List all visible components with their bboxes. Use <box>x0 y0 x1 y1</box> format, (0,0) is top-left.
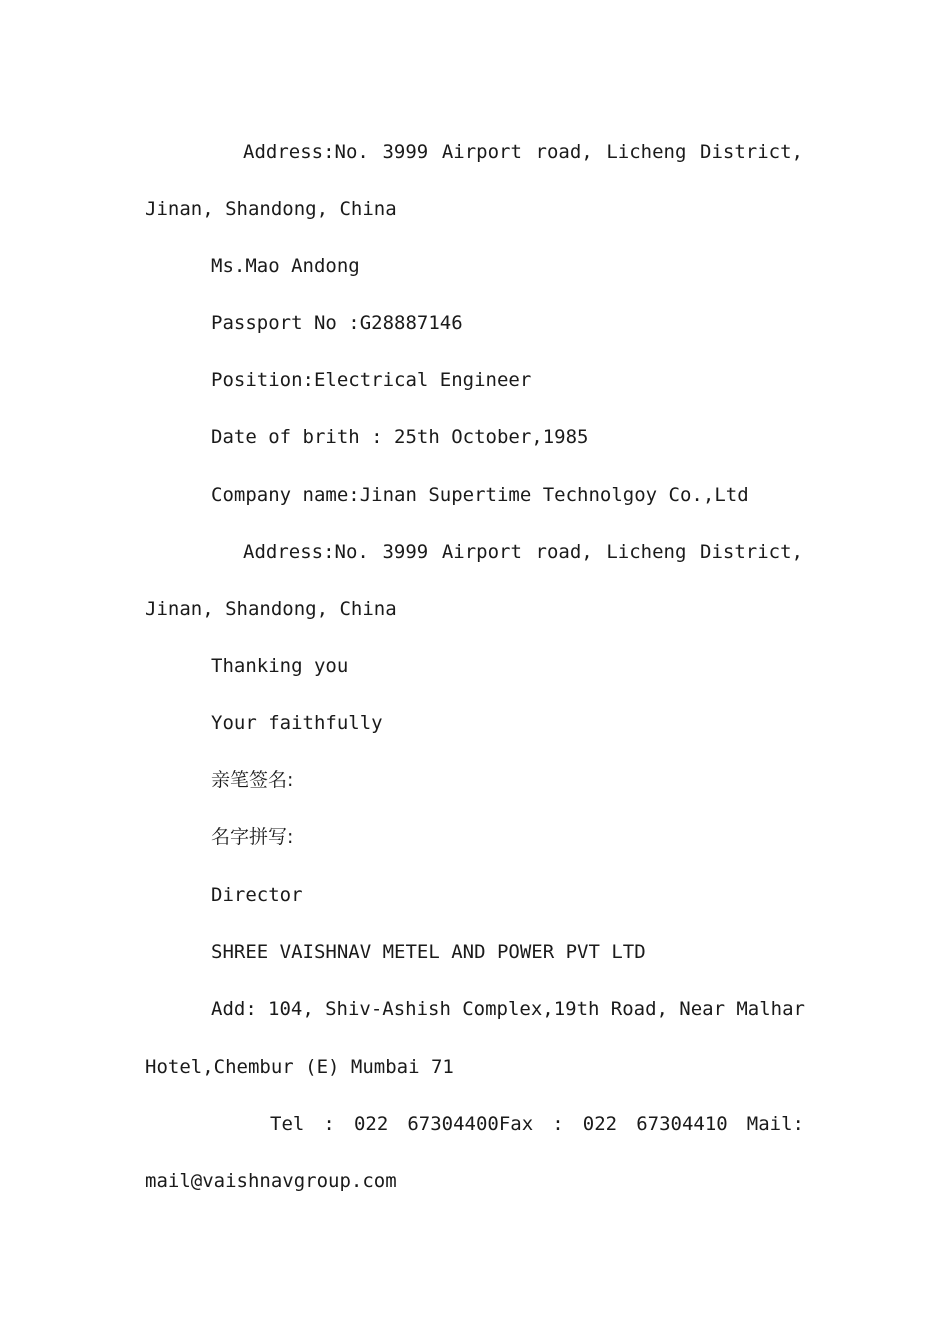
word: 022 <box>353 1113 389 1135</box>
word: 104, <box>268 998 314 1020</box>
thanking-you: Thanking you <box>211 655 349 677</box>
word: road, <box>535 541 593 563</box>
word: Licheng <box>606 141 687 163</box>
address-1-line-1 <box>243 140 803 164</box>
word: 022 <box>582 1113 618 1135</box>
word: Road, <box>610 998 668 1020</box>
word: Near <box>679 998 726 1020</box>
word: District, <box>700 141 803 163</box>
date-of-birth: Date of brith : 25th October,1985 <box>211 426 589 448</box>
word: Mail: <box>746 1113 804 1135</box>
word: Address:No. <box>243 541 369 563</box>
address-2-line-2: Jinan, Shandong, China <box>145 598 397 620</box>
passport-number: Passport No :G28887146 <box>211 312 463 334</box>
word: Address:No. <box>243 141 369 163</box>
company-name: Company name:Jinan Supertime Technolgoy Co.,Ltd <box>211 484 749 506</box>
word: : <box>552 1113 564 1135</box>
word: Shiv-Ashish <box>325 998 451 1020</box>
word: road, <box>535 141 593 163</box>
word: Add: <box>211 998 257 1020</box>
name-spelling-label: 名字拼写: <box>211 826 294 848</box>
word: 67304410 <box>636 1113 728 1135</box>
company-address-line-2: Hotel,Chembur (E) Mumbai 71 <box>145 1056 454 1078</box>
company-address-line-1 <box>211 997 805 1021</box>
your-faithfully: Your faithfully <box>211 712 383 734</box>
address-1-line-2: Jinan, Shandong, China <box>145 198 397 220</box>
position: Position:Electrical Engineer <box>211 369 532 391</box>
contact-line-1 <box>270 1112 804 1136</box>
word: Tel <box>270 1113 305 1135</box>
person-name: Ms.Mao Andong <box>211 255 360 277</box>
signature-label: 亲笔签名: <box>211 769 294 791</box>
director-title: Director <box>211 884 303 906</box>
contact-email: mail@vaishnavgroup.com <box>145 1170 397 1192</box>
word: : <box>323 1113 335 1135</box>
word: Complex,19th <box>462 998 600 1020</box>
word: 3999 <box>382 141 429 163</box>
word: 67304400Fax <box>407 1113 534 1135</box>
word: Malhar <box>736 998 805 1020</box>
word: 3999 <box>382 541 429 563</box>
word: Licheng <box>606 541 687 563</box>
word: Airport <box>441 141 522 163</box>
company-letterhead: SHREE VAISHNAV METEL AND POWER PVT LTD <box>211 941 646 963</box>
address-2-line-1 <box>243 540 803 564</box>
word: Airport <box>441 541 522 563</box>
word: District, <box>700 541 803 563</box>
